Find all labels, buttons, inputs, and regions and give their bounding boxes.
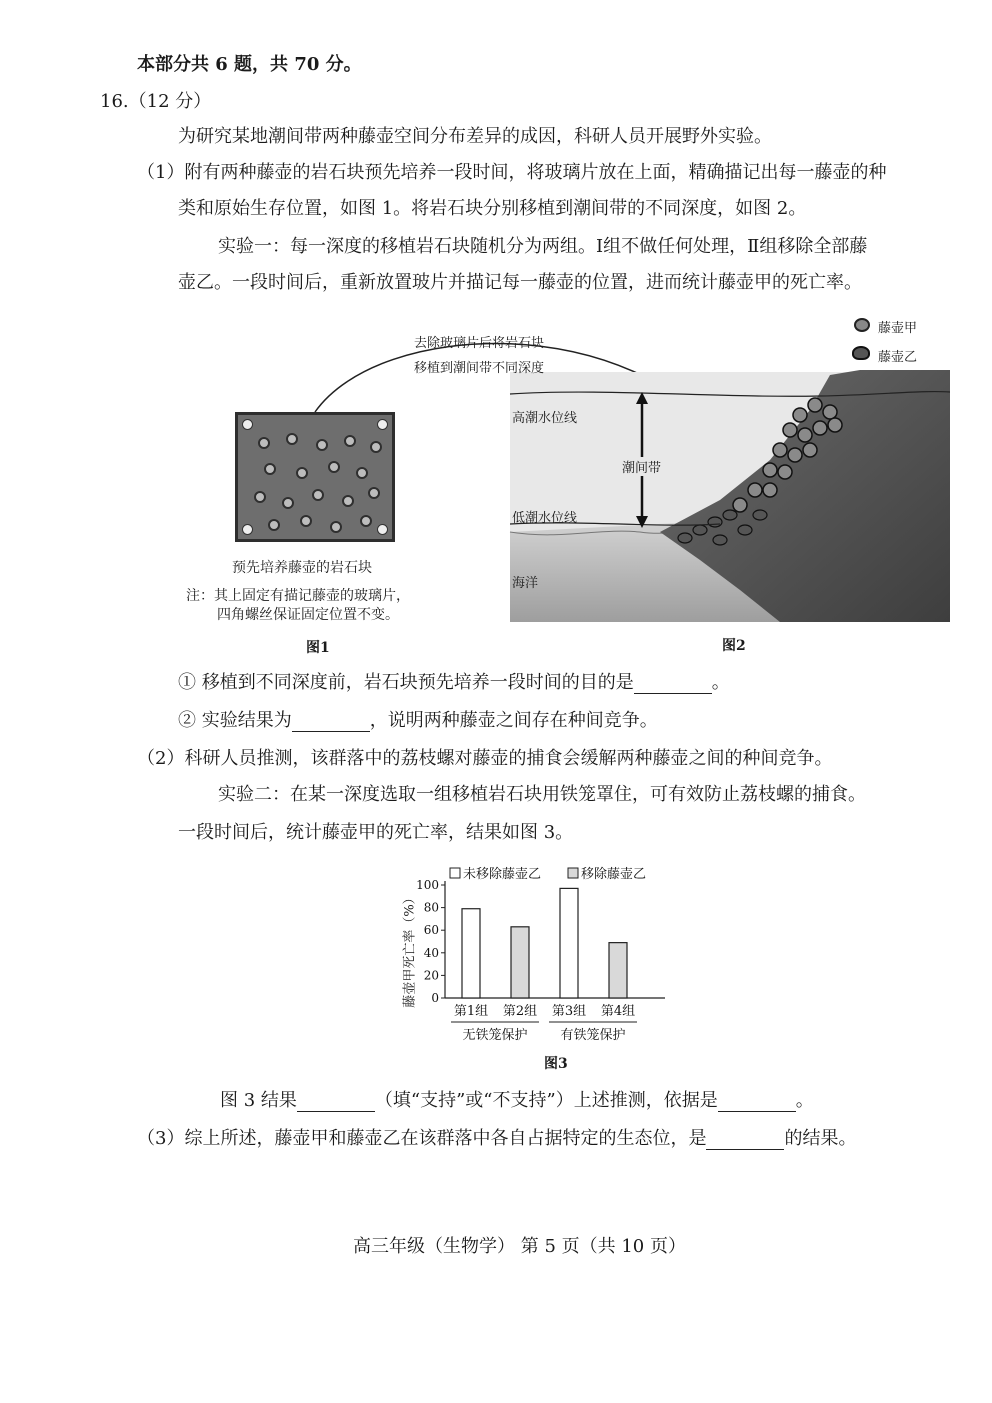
x-tick-label: 第4组 xyxy=(600,1004,636,1019)
barnacle-a-icon xyxy=(793,408,807,422)
y-tick-label: 20 xyxy=(423,968,439,983)
legend-swatch xyxy=(568,868,578,878)
barnacle-a-icon xyxy=(733,498,747,512)
barnacle-b-icon xyxy=(852,346,870,360)
barnacle-b-icon xyxy=(693,525,707,535)
section-intro: 本部分共 6 题，共 70 分。 xyxy=(137,54,362,75)
arrow-label-line2: 移植到潮间带不同深度 xyxy=(414,361,545,376)
barnacle-a-icon xyxy=(798,428,812,442)
screw-icon xyxy=(242,524,253,535)
barnacle-icon xyxy=(258,437,270,449)
barnacle-icon xyxy=(268,519,280,531)
barnacle-a-icon xyxy=(813,421,827,435)
experiment2-line2: 一段时间后，统计藤壶甲的死亡率，结果如图 3。 xyxy=(178,822,574,843)
figure3-bar-chart xyxy=(390,862,690,1077)
figure1-note-line2: 四角螺丝保证固定位置不变。 xyxy=(217,607,399,623)
figure1-label: 图1 xyxy=(306,640,330,656)
arrow-label-line1: 去除玻璃片后将岩石块 xyxy=(414,336,545,351)
low-tide-label: 低潮水位线 xyxy=(512,511,578,526)
barnacle-a-icon xyxy=(828,418,842,432)
figure3-label: 图3 xyxy=(544,1056,568,1072)
y-tick-label: 100 xyxy=(416,878,439,892)
barnacle-b-icon xyxy=(708,517,722,527)
experiment1-line1: 实验一：每一深度的移植岩石块随机分为两组。Ⅰ组不做任何处理，Ⅱ组移除全部藤 xyxy=(218,236,868,257)
figure1-note-line1: 注：其上固定有描记藤壶的玻璃片， xyxy=(186,588,410,604)
question-1-2: ② 实验结果为 ，说明两种藤壶之间存在种间竞争。 xyxy=(178,710,658,731)
part2-line1: （2）科研人员推测，该群落中的荔枝螺对藤壶的捕食会缓解两种藤壶之间的种间竞争。 xyxy=(137,748,833,769)
bar xyxy=(560,888,578,998)
answer-blank[interactable] xyxy=(292,713,370,732)
group-label: 无铁笼保护 xyxy=(462,1028,528,1043)
bar xyxy=(511,927,529,998)
question-stem: 为研究某地潮间带两种藤壶空间分布差异的成因，科研人员开展野外实验。 xyxy=(178,126,772,147)
figure1-caption: 预先培养藤壶的岩石块 xyxy=(232,560,372,576)
y-axis-label: 藤壶甲死亡率（%） xyxy=(402,891,418,1008)
bar xyxy=(609,943,627,998)
figure2-label: 图2 xyxy=(722,638,746,654)
barnacle-a-icon xyxy=(763,483,777,497)
barnacle-a-icon xyxy=(788,448,802,462)
x-tick-label: 第1组 xyxy=(453,1004,489,1019)
group-label: 有铁笼保护 xyxy=(560,1028,626,1043)
answer-blank[interactable] xyxy=(634,675,712,694)
y-axis-label-box xyxy=(400,890,420,1010)
x-tick-label: 第3组 xyxy=(551,1004,587,1019)
part1-line1: （1）附有两种藤壶的岩石块预先培养一段时间，将玻璃片放在上面，精确描记出每一藤壶的种 xyxy=(137,162,887,183)
ocean-label: 海洋 xyxy=(512,576,539,591)
barnacle-a-icon xyxy=(854,318,870,332)
experiment2-line1: 实验二：在某一深度选取一组移植岩石块用铁笼罩住，可有效防止荔枝螺的捕食。 xyxy=(218,784,866,805)
barnacle-icon xyxy=(282,497,294,509)
part1-line2: 类和原始生存位置，如图 1。将岩石块分别移植到潮间带的不同深度，如图 2。 xyxy=(178,198,807,219)
page-footer: 高三年级（生物学） 第 5 页（共 10 页） xyxy=(353,1236,686,1257)
answer-blank[interactable] xyxy=(706,1131,784,1150)
question-1-1: ① 移植到不同深度前，岩石块预先培养一段时间的目的是 。 xyxy=(178,672,730,693)
question-number: 16.（12 分） xyxy=(100,91,212,112)
x-tick-label: 第2组 xyxy=(502,1004,538,1019)
y-tick-label: 40 xyxy=(423,945,439,960)
screw-icon xyxy=(242,419,253,430)
barnacle-icon xyxy=(286,433,298,445)
barnacle-b-icon xyxy=(678,533,692,543)
barnacle-b-icon xyxy=(723,510,737,520)
barnacle-a-icon xyxy=(803,443,817,457)
y-tick-label: 60 xyxy=(423,923,439,938)
experiment1-line2: 壶乙。一段时间后，重新放置玻片并描记每一藤壶的位置，进而统计藤壶甲的死亡率。 xyxy=(178,272,862,293)
y-tick-label: 80 xyxy=(423,900,439,915)
barnacle-b-icon xyxy=(753,510,767,520)
answer-blank[interactable] xyxy=(718,1093,796,1112)
barnacle-a-icon xyxy=(808,398,822,412)
barnacle-a-icon xyxy=(778,465,792,479)
question-3: （3）综上所述，藤壶甲和藤壶乙在该群落中各自占据特定的生态位，是 的结果。 xyxy=(137,1128,857,1149)
barnacle-a-icon xyxy=(783,423,797,437)
legend-label: 移除藤壶乙 xyxy=(581,867,647,882)
bar xyxy=(462,909,480,998)
legend-swatch xyxy=(450,868,460,878)
barnacle-icon xyxy=(264,463,276,475)
barnacle-a-icon xyxy=(773,443,787,457)
barnacle-a-icon xyxy=(748,483,762,497)
answer-blank[interactable] xyxy=(297,1093,375,1112)
legend-barnacle-a: 藤壶甲 xyxy=(878,321,918,336)
barnacle-b-icon xyxy=(713,535,727,545)
y-tick-label: 0 xyxy=(431,991,439,1005)
legend-label: 未移除藤壶乙 xyxy=(463,867,542,882)
barnacle-a-icon xyxy=(823,405,837,419)
barnacle-b-icon xyxy=(738,525,752,535)
legend-barnacle-b: 藤壶乙 xyxy=(878,350,918,365)
high-tide-label: 高潮水位线 xyxy=(512,411,578,426)
barnacle-icon xyxy=(254,491,266,503)
barnacle-a-icon xyxy=(763,463,777,477)
intertidal-label: 潮间带 xyxy=(620,457,663,476)
question-2: 图 3 结果 （填“支持”或“不支持”）上述推测，依据是 。 xyxy=(220,1090,814,1111)
